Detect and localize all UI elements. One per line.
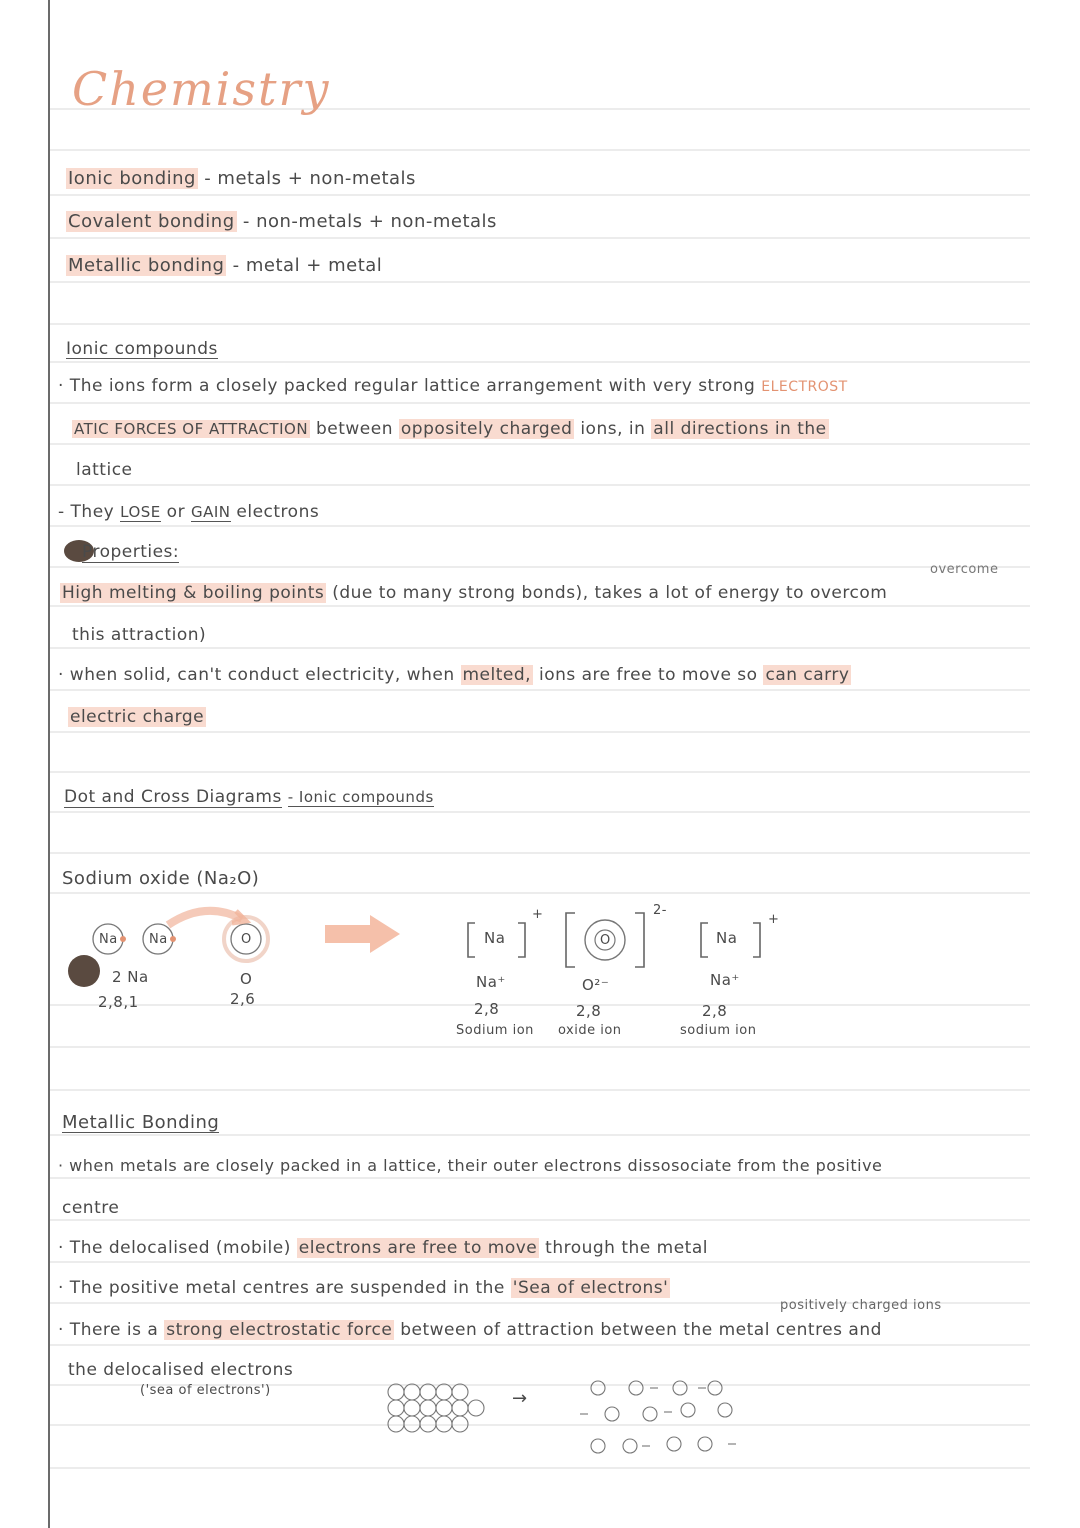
ionic-desc: - metals + non-metals	[204, 168, 416, 189]
ionic-line-1	[58, 378, 848, 395]
property-2-text: · when solid, can't conduct electricity, when	[58, 665, 455, 685]
lose-gain-prefix: - They	[58, 502, 115, 522]
na-atom-2-label: Na	[149, 932, 168, 947]
strong-electrostatic-text: strong electrostatic force	[166, 1320, 393, 1340]
property-2-line	[58, 667, 851, 684]
electric-charge-text: electric charge	[70, 707, 205, 727]
oppositely-charged-text: oppositely charged	[400, 419, 573, 439]
na-ion-1-bracket-symbol: Na	[484, 929, 506, 947]
property-2-cont	[68, 709, 206, 726]
property-1-cont: this attraction)	[72, 625, 207, 645]
gain-text: GAIN	[190, 503, 231, 521]
metallic-bonding-line	[66, 257, 382, 275]
dot-cross-heading-line	[64, 789, 434, 806]
na-atom-1-label: Na	[99, 932, 118, 947]
na-ion-1-name: Sodium ion	[456, 1023, 534, 1038]
or-text: or	[166, 502, 186, 522]
na-electron-1	[120, 936, 126, 942]
ions-free-text: ions are free to move so	[538, 665, 758, 685]
ions-in-text: ions, in	[580, 419, 646, 439]
ionic-term: Ionic bonding	[68, 168, 196, 189]
na-ion-1-symbol: Na⁺	[476, 973, 506, 991]
metallic-desc: - metal + metal	[232, 255, 383, 276]
dot-cross-heading: Dot and Cross Diagrams	[64, 787, 282, 807]
reaction-arrow-body	[325, 925, 370, 943]
ionic-bonding-line	[66, 170, 416, 188]
melted-text: melted,	[462, 665, 532, 685]
positive-ions-note: positively charged ions	[780, 1298, 942, 1313]
margin-line	[48, 0, 50, 1528]
electron-dashes	[580, 1388, 736, 1446]
ionic-line-2	[72, 421, 829, 438]
free-to-move-text: electrons are free to move	[298, 1238, 538, 1258]
packed-ions	[388, 1384, 484, 1432]
metallic-lattice-diagram	[380, 1378, 760, 1462]
lose-text: LOSE	[120, 503, 161, 521]
ionic-line-1-text: · The ions form a closely packed regular lattice arrangement with very strong	[58, 376, 756, 396]
label-o: O	[240, 970, 253, 988]
lattice-arrow: →	[512, 1388, 528, 1409]
covalent-desc: - non-metals + non-metals	[242, 211, 497, 232]
config-o: 2,6	[230, 990, 256, 1008]
positive-centres-text: · The positive metal centres are suspended in the	[58, 1278, 505, 1298]
na-ion-2-charge: +	[768, 912, 780, 927]
na-ion-1-charge: +	[532, 907, 544, 922]
metallic-line-5	[58, 1322, 882, 1339]
dot-cross-subheading: - Ionic compounds	[287, 788, 434, 806]
metallic-term: Metallic bonding	[68, 255, 225, 276]
spread-ions	[591, 1381, 732, 1453]
properties-label: Properties:	[82, 542, 180, 562]
reaction-arrow-head	[370, 915, 400, 953]
attraction-between-text: between of attraction between the metal centres and	[400, 1320, 882, 1340]
metallic-line-2: centre	[62, 1198, 120, 1218]
property-1-rest: (due to many strong bonds), takes a lot of energy to overcom	[332, 583, 888, 603]
ionic-forces-text: ATIC FORCES OF ATTRACTION	[74, 420, 309, 438]
na-ion-2-config: 2,8	[702, 1002, 728, 1020]
metallic-line-1: · when metals are closely packed in a lattice, their outer electrons dissosociate from the positive	[58, 1156, 883, 1175]
metallic-line-7: ('sea of electrons')	[140, 1383, 271, 1398]
delocalised-text: · The delocalised (mobile)	[58, 1238, 291, 1258]
all-directions-text: all directions in the	[653, 419, 827, 439]
sodium-oxide-title: Sodium oxide (Na₂O)	[62, 868, 260, 889]
property-1-line	[60, 585, 887, 602]
ionic-line-1-caps: ELECTROST	[761, 379, 848, 395]
covalent-term: Covalent bonding	[68, 211, 235, 232]
properties-heading	[82, 544, 179, 561]
na-ion-2-bracket-symbol: Na	[716, 929, 738, 947]
sea-of-electrons-text: 'Sea of electrons'	[512, 1278, 669, 1298]
o-atom-label: O	[241, 932, 252, 947]
o-ion-symbol: O²⁻	[582, 976, 610, 994]
can-carry-text: can carry	[765, 665, 850, 685]
through-metal-text: through the metal	[545, 1238, 708, 1258]
overcome-note: overcome	[930, 562, 999, 577]
o-ion-config: 2,8	[576, 1002, 602, 1020]
na-electron-2	[170, 936, 176, 942]
na-ion-2-name: sodium ion	[680, 1023, 757, 1038]
high-melting-text: High melting & boiling points	[62, 583, 325, 603]
na-ion-2-symbol: Na⁺	[710, 971, 740, 989]
ionic-between-text: between	[315, 419, 393, 439]
label-2na: 2 Na	[112, 968, 149, 986]
o-ion-bracket-symbol: O	[600, 933, 611, 948]
na-ion-1-config: 2,8	[474, 1000, 500, 1018]
covalent-bonding-line	[66, 213, 497, 231]
ionic-compounds-heading: Ionic compounds	[66, 339, 218, 359]
electrons-text: electrons	[236, 502, 320, 522]
ink-blot	[68, 955, 100, 987]
o-ion-charge: 2-	[653, 903, 667, 918]
lose-gain-line	[58, 504, 319, 521]
ionic-line-3: lattice	[76, 460, 133, 480]
metallic-line-6: the delocalised electrons	[68, 1360, 294, 1380]
o-ion-name: oxide ion	[558, 1023, 622, 1038]
there-is-text: · There is a	[58, 1320, 159, 1340]
config-na: 2,8,1	[98, 993, 139, 1011]
metallic-line-3	[58, 1240, 708, 1257]
page-title: Chemistry	[72, 62, 331, 116]
metallic-bonding-heading: Metallic Bonding	[62, 1112, 220, 1133]
metallic-line-4	[58, 1280, 670, 1297]
